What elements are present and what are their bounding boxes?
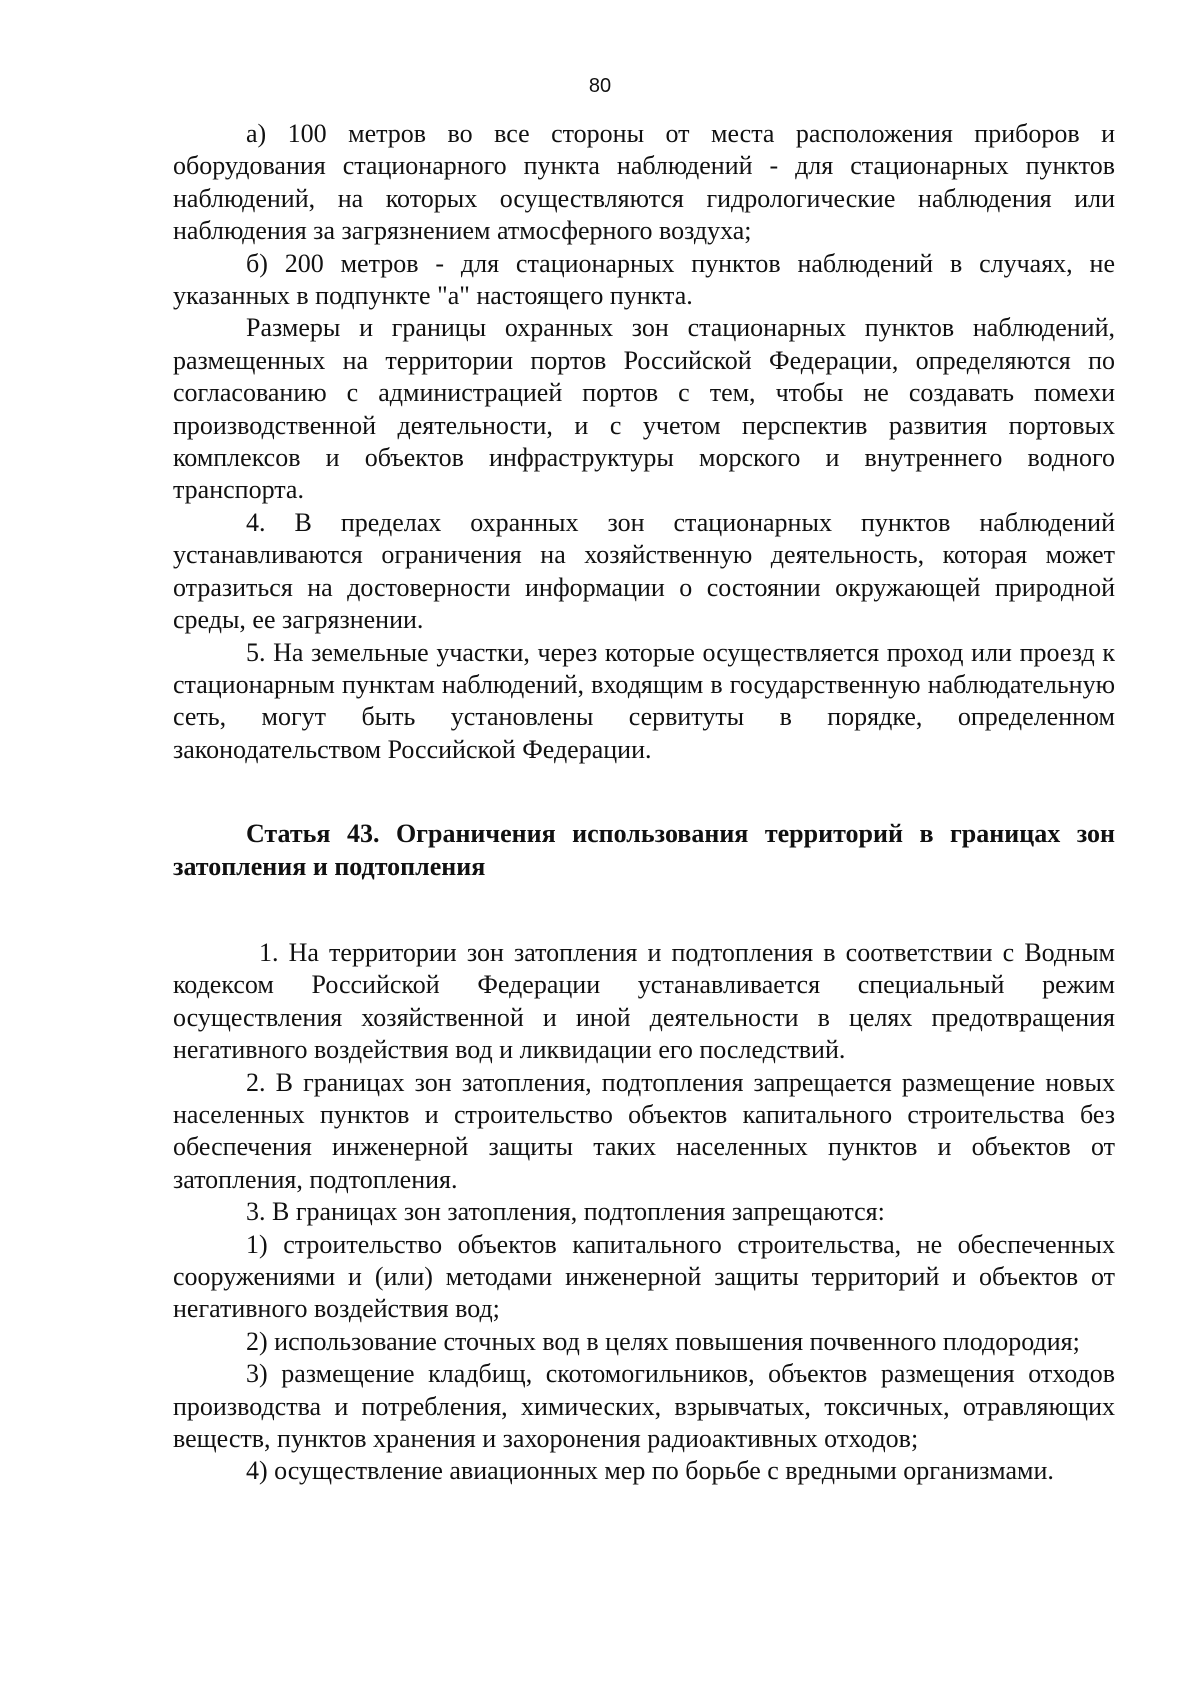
article-subitem-1: 1) строительство объектов капитального строительства, не обеспеченных сооружениями и (или) методами инженерной защиты территорий и объектов от негативного воздействия вод; [173, 1229, 1115, 1324]
article-paragraph-3: 3. В границах зон затопления, подтопления запрещаются: [246, 1197, 885, 1227]
article-subitem-2: 2) использование сточных вод в целях повышения почвенного плодородия; [246, 1326, 1080, 1356]
article-heading: Статья 43. Ограничения использования территорий в границах зон затопления и подтопления [173, 819, 1115, 881]
document-body [173, 118, 1115, 1488]
article-paragraph-1: 1. На территории зон затопления и подтопления в соответствии с Водным кодексом Российской Федерации устанавливается специальный режим осуществления хозяйственной и иной деятельности в целях предотвращения негативного воздействия вод и ликвидации его последствий. [173, 937, 1115, 1065]
article-subitem-4: 4) осуществление авиационных мер по борьбе с вредными организмами. [246, 1456, 1054, 1486]
page-number: 80 [588, 75, 612, 97]
paragraph-item-4: 4. В пределах охранных зон стационарных пунктов наблюдений устанавливаются ограничения на хозяйственную деятельность, которая может отразиться на достоверности информации о состоянии окружающей природной среды, ее загрязнении. [173, 507, 1115, 635]
article-subitem-3: 3) размещение кладбищ, скотомогильников, объектов размещения отходов производства и потребления, химических, взрывчатых, токсичных, отравляющих веществ, пунктов хранения и захоронения радиоактивных отходов; [173, 1359, 1115, 1454]
paragraph-item-5: 5. На земельные участки, через которые осуществляется проход или проезд к стационарным пунктам наблюдений, входящим в государственную наблюдательную сеть, могут быть установлены сервитуты в порядке, определенном законодательством Российской Федерации. [173, 637, 1115, 764]
paragraph-port-zones: Размеры и границы охранных зон стационарных пунктов наблюдений, размещенных на территории портов Российской Федерации, определяются по согласованию с администрацией портов с тем, чтобы не создавать помехи производственной деятельности, и с учетом перспектив развития портовых комплексов и объектов инфраструктуры морского и внутреннего водного транспорта. [173, 313, 1115, 505]
paragraph-subitem-a: а) 100 метров во все стороны от места расположения приборов и оборудования стационарного пункта наблюдений - для стационарных пунктов наблюдений, на которых осуществляются гидрологические наблюдения или наблюдения за загрязнением атмосферного воздуха; [173, 119, 1115, 246]
article-paragraph-2: 2. В границах зон затопления, подтопления запрещается размещение новых населенных пунктов и строительство объектов капитального строительства без обеспечения инженерной защиты таких населенных пунктов и объектов от затопления, подтопления. [173, 1067, 1115, 1194]
paragraph-subitem-b: б) 200 метров - для стационарных пунктов наблюдений в случаях, не указанных в подпункте "а" настоящего пункта. [173, 248, 1115, 311]
